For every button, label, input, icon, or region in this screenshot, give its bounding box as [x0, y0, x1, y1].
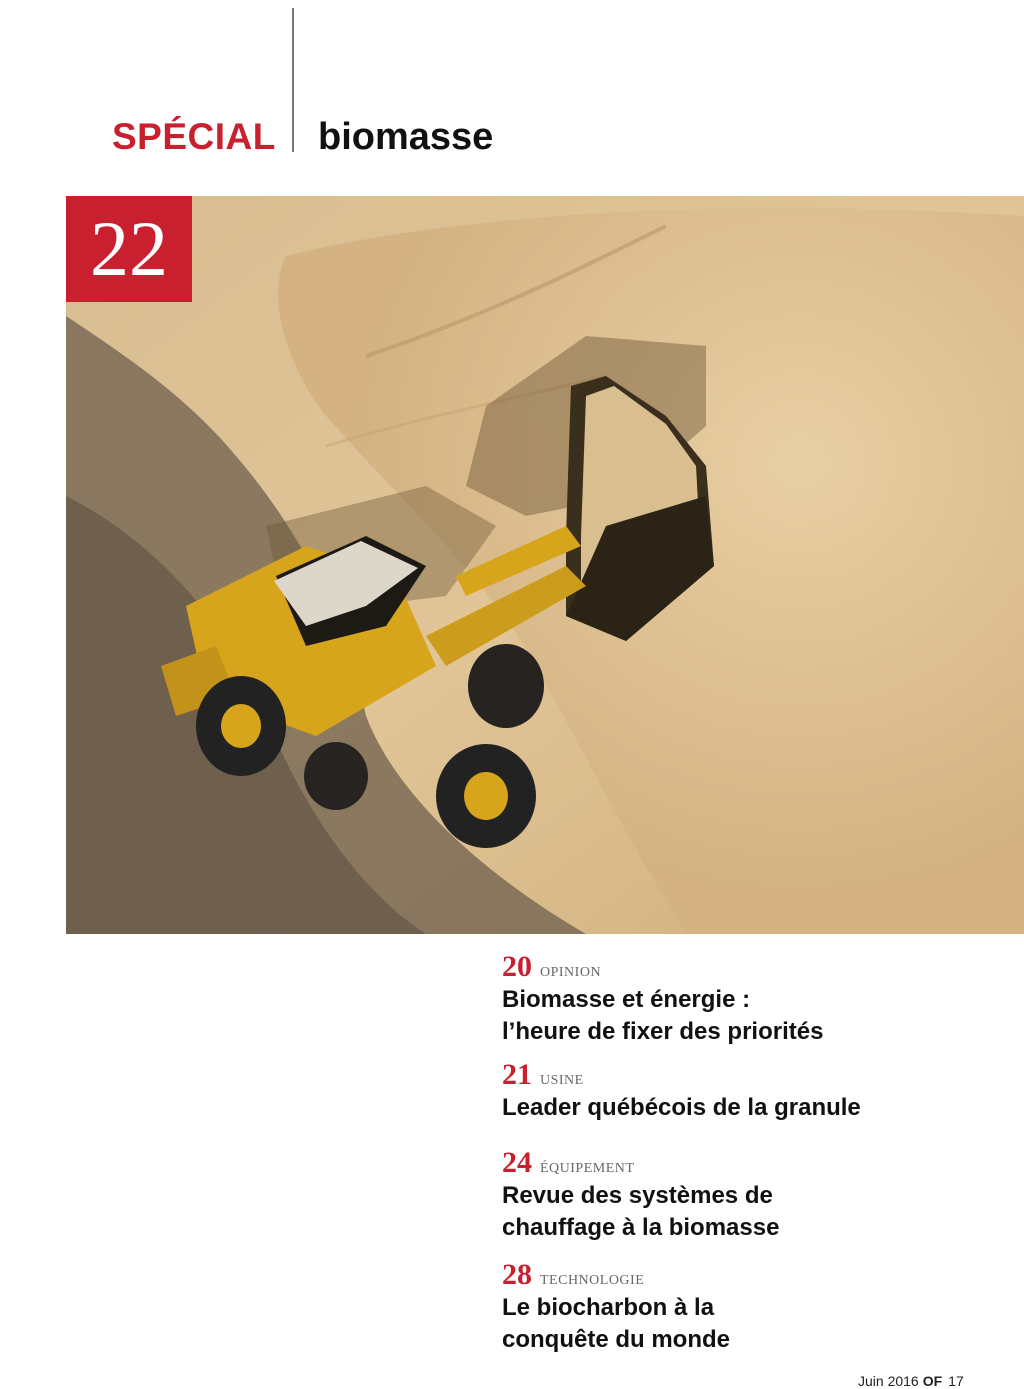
toc-title: Revue des systèmes de chauffage à la biomasse — [502, 1182, 780, 1241]
toc-entry[interactable] — [502, 950, 1002, 1048]
toc-title: Biomasse et énergie : l’heure de fixer des priorités — [502, 986, 824, 1045]
footer-issue: Juin 2016 — [858, 1373, 919, 1389]
footer-magazine: OF — [922, 1373, 943, 1389]
page-footer — [858, 1373, 964, 1389]
toc-page-number: 20 — [502, 950, 532, 983]
toc-title: Le biocharbon à la conquête du monde — [502, 1294, 730, 1353]
table-of-contents — [502, 950, 1002, 1364]
toc-category: ÉQUIPEMENT — [540, 1161, 635, 1176]
section-label: SPÉCIAL — [112, 116, 276, 157]
toc-category: USINE — [540, 1073, 584, 1088]
toc-category: TECHNOLOGIE — [540, 1273, 645, 1288]
toc-entry[interactable] — [502, 1058, 1002, 1124]
toc-entry[interactable] — [502, 1146, 1002, 1244]
toc-category: OPINION — [540, 965, 602, 980]
footer-folio: 17 — [948, 1373, 964, 1389]
toc-page-number: 21 — [502, 1058, 532, 1091]
toc-page-number: 28 — [502, 1258, 532, 1291]
toc-title: Leader québécois de la granule — [502, 1094, 861, 1121]
feature-page-number: 22 — [66, 196, 192, 302]
toc-entry[interactable] — [502, 1258, 1002, 1356]
section-topic: biomasse — [318, 116, 494, 158]
toc-page-number: 24 — [502, 1146, 532, 1179]
header-divider — [292, 8, 294, 152]
feature-photo — [66, 196, 1024, 934]
